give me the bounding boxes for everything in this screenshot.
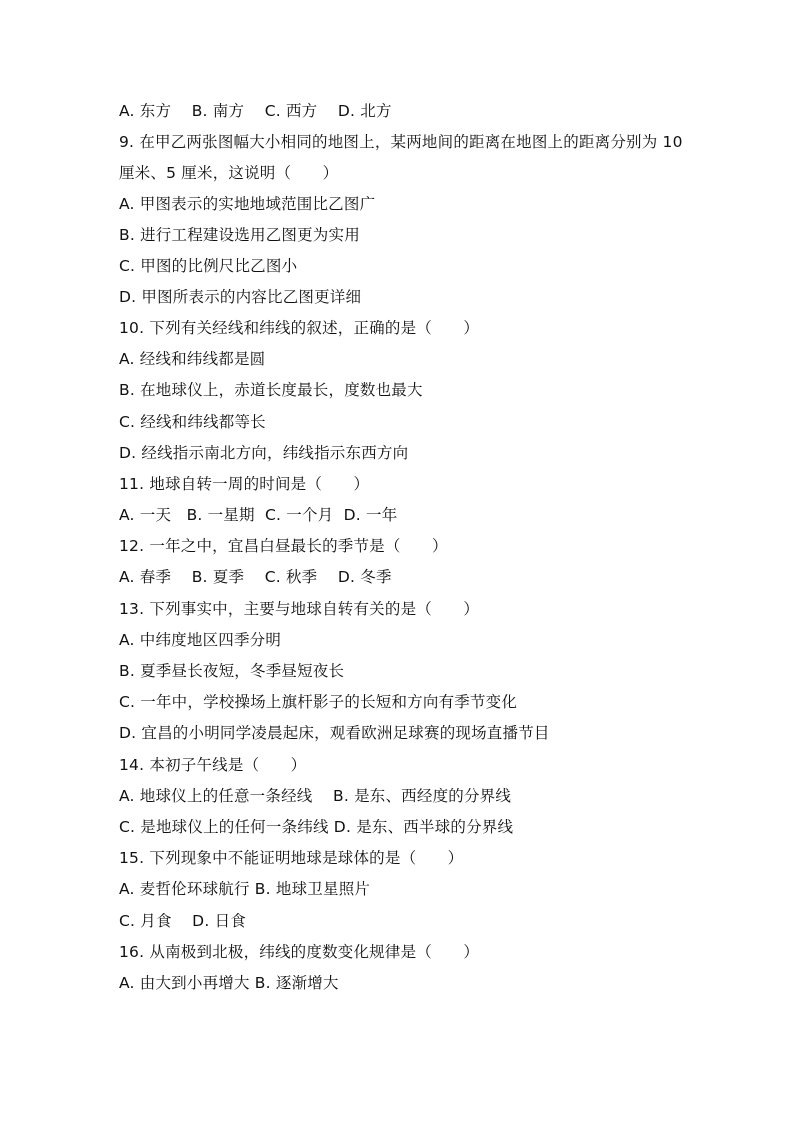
q8-options: A. 东方 B. 南方 C. 西方 D. 北方 [119,102,392,120]
q10-option-b: B. 在地球仪上，赤道长度最长，度数也最大 [119,381,423,399]
q16-options: A. 由大到小再增大 B. 逐渐增大 [119,974,339,992]
q10-option-d: D. 经线指示南北方向，纬线指示东西方向 [119,444,409,462]
q9-option-b: B. 进行工程建设选用乙图更为实用 [119,226,360,244]
q15-options-ab: A. 麦哲伦环球航行 B. 地球卫星照片 [119,880,371,898]
q14-options-cd: C. 是地球仪上的任何一条纬线 D. 是东、西半球的分界线 [119,818,514,836]
q15-stem: 15. 下列现象中不能证明地球是球体的是（ ） [119,849,464,867]
q9-option-c: C. 甲图的比例尺比乙图小 [119,257,298,275]
q9-option-d: D. 甲图所表示的内容比乙图更详细 [119,288,362,306]
q11-stem: 11. 地球自转一周的时间是（ ） [119,475,370,493]
q14-stem: 14. 本初子午线是（ ） [119,756,307,774]
q9-option-a: A. 甲图表示的实地地域范围比乙图广 [119,195,376,213]
q13-option-b: B. 夏季昼长夜短，冬季昼短夜长 [119,662,345,680]
q9-stem-line1: 9. 在甲乙两张图幅大小相同的地图上，某两地间的距离在地图上的距离分别为 10 [119,133,683,151]
q11-options: A. 一天 B. 一星期 C. 一个月 D. 一年 [119,506,398,524]
q12-stem: 12. 一年之中，宜昌白昼最长的季节是（ ） [119,537,448,555]
q13-option-a: A. 中纬度地区四季分明 [119,631,282,649]
q10-option-c: C. 经线和纬线都等长 [119,413,266,431]
q13-stem: 13. 下列事实中，主要与地球自转有关的是（ ） [119,600,480,618]
q16-stem: 16. 从南极到北极，纬线的度数变化规律是（ ） [119,943,480,961]
q13-option-d: D. 宜昌的小明同学凌晨起床，观看欧洲足球赛的现场直播节目 [119,724,550,742]
q9-stem-line2: 厘米、5 厘米，这说明（ ） [119,164,339,182]
q12-options: A. 春季 B. 夏季 C. 秋季 D. 冬季 [119,568,392,586]
q10-stem: 10. 下列有关经线和纬线的叙述，正确的是（ ） [119,319,480,337]
q10-option-a: A. 经线和纬线都是圆 [119,350,266,368]
q14-options-ab: A. 地球仪上的任意一条经线 B. 是东、西经度的分界线 [119,787,512,805]
q15-options-cd: C. 月食 D. 日食 [119,912,246,930]
q13-option-c: C. 一年中，学校操场上旗杆影子的长短和方向有季节变化 [119,693,518,711]
